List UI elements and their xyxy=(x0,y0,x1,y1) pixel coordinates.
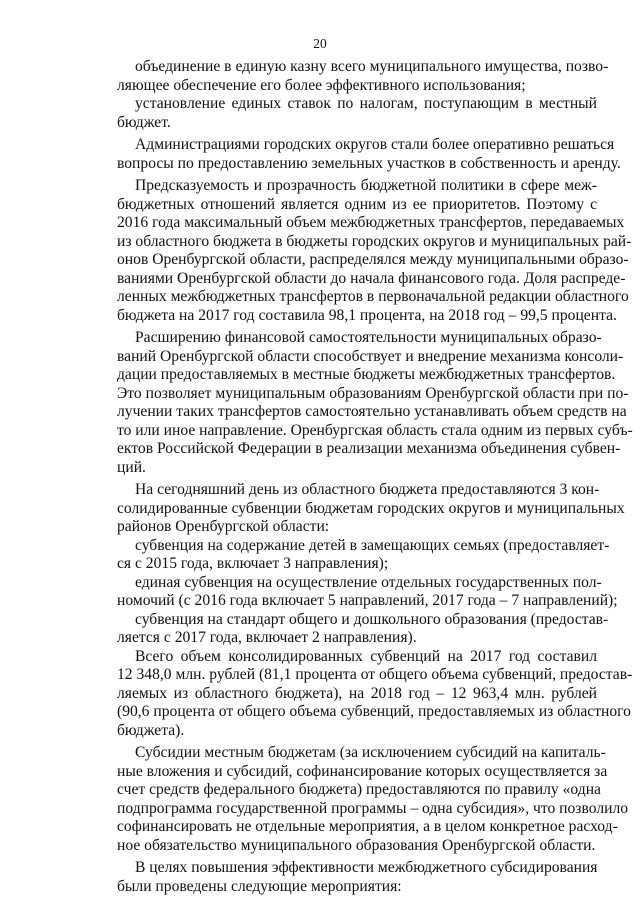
text-line: из областного бюджета в бюджеты городских округов и муниципальных рай- xyxy=(117,232,632,250)
text-line: ций. xyxy=(117,458,146,476)
paragraph xyxy=(117,95,597,132)
text-line: 2016 года максимальный объем межбюджетных трансфертов, передаваемых xyxy=(117,214,625,231)
text-line: дации предоставляемых в местные бюджеты межбюджетных трансфертов. xyxy=(117,366,616,383)
text-line: Это позволяет муниципальным образованиям Оренбургской области при по- xyxy=(117,384,629,402)
paragraph xyxy=(117,136,621,173)
text-line: были проведены следующие мероприятия: xyxy=(117,877,402,895)
text-line: солидированные субвенции бюджетам городских округов и муниципальных xyxy=(117,499,625,517)
text-line: подпрограмма государственной программы – одна субсидия», что позволило xyxy=(117,799,629,817)
text-line: Администрациями городских округов стали более оперативно решаться xyxy=(135,136,615,153)
text-line: ваниями Оренбургской области до начала финансового года. Доля распреде- xyxy=(117,269,626,287)
text-line: (90,6 процента от общего объема субвенций, предоставляемых из областного xyxy=(117,703,631,720)
text-line: онов Оренбургской области, распределялся между муниципальными образо- xyxy=(117,251,629,268)
text-line: На сегодняшний день из областного бюджета предоставляются 3 кон- xyxy=(135,481,600,498)
text-line: установление единых ставок по налогам, поступающим в местный xyxy=(135,95,597,112)
text-line: Всего объем консолидированных субвенций на 2017 год составил xyxy=(135,647,597,665)
text-line: ваний Оренбургской области способствует и внедрение механизма консоли- xyxy=(117,347,624,365)
paragraph xyxy=(117,610,609,648)
paragraph xyxy=(117,573,618,611)
page-number: 20 xyxy=(313,36,327,51)
text-line: ектов Российской Федерации в реализации механизма объединения субвен- xyxy=(117,440,621,457)
text-line: бюджета). xyxy=(117,721,185,739)
text-line: ляемых из областного бюджета), на 2018 год – 12 963,4 млн. рублей xyxy=(117,684,597,702)
text-line: единая субвенция на осуществление отдельных государственных пол- xyxy=(135,573,602,591)
text-line: бюджетных отношений является одним из ее приоритетов. Поэтому с xyxy=(117,195,597,213)
paragraph xyxy=(117,177,632,325)
text-line: субвенция на содержание детей в замещающих семьях (предоставляет- xyxy=(135,536,610,554)
text-line: бюджет. xyxy=(117,113,171,131)
text-line: то или иное направление. Оренбургская область стала одним из первых субъ- xyxy=(117,421,633,439)
text-line: лучении таких трансфертов самостоятельно устанавливать объем средств на xyxy=(117,403,627,420)
text-line: 12 348,0 млн. рублей (81,1 процента от общего объема субвенций, предостав- xyxy=(117,666,633,683)
text-line: ляющее обеспечение его более эффективного использования; xyxy=(117,76,526,94)
text-line: субвенция на стандарт общего и дошкольного образования (предостав- xyxy=(135,610,609,628)
paragraph xyxy=(117,329,633,477)
paragraph xyxy=(117,58,609,95)
text-line: Субсидии местным бюджетам (за исключением субсидий на капиталь- xyxy=(135,744,606,761)
text-line: номочий (с 2016 года включает 5 направлений, 2017 года – 7 направлений); xyxy=(117,592,618,609)
text-line: районов Оренбургской области: xyxy=(117,518,330,535)
paragraph xyxy=(117,744,629,855)
paragraph xyxy=(117,481,625,537)
document-body xyxy=(117,58,633,896)
text-line: объединение в единую казну всего муниципального имущества, позво- xyxy=(135,58,609,75)
text-line: ся с 2015 года, включает 3 направления); xyxy=(117,555,389,572)
text-line: Предсказуемость и прозрачность бюджетной политики в сфере меж- xyxy=(135,177,597,194)
text-line: вопросы по предоставлению земельных участков в собственность и аренду. xyxy=(117,154,621,172)
text-line: ляется с 2017 года, включает 2 направления). xyxy=(117,629,417,646)
text-line: счет средств федерального бюджета) предоставляются по правилу «одна xyxy=(117,781,601,798)
text-line: ленных межбюджетных трансфертов в первоначальной редакции областного xyxy=(117,288,629,305)
paragraph xyxy=(117,647,633,741)
text-line: Расширению финансовой самостоятельности муниципальных образо- xyxy=(135,329,602,346)
text-line: бюджета на 2017 год составила 98,1 процента, на 2018 год – 99,5 процента. xyxy=(117,306,617,324)
text-line: В целях повышения эффективности межбюджетного субсидирования xyxy=(135,859,598,876)
paragraph xyxy=(117,536,610,574)
text-line: ные вложения и субсидий, софинансирование которых осуществляется за xyxy=(117,762,608,780)
text-line: софинансировать не отдельные мероприятия, а в целом конкретное расход- xyxy=(117,818,618,835)
paragraph xyxy=(117,859,597,896)
text-line: ное обязательство муниципального образования Оренбургской области. xyxy=(117,836,596,854)
